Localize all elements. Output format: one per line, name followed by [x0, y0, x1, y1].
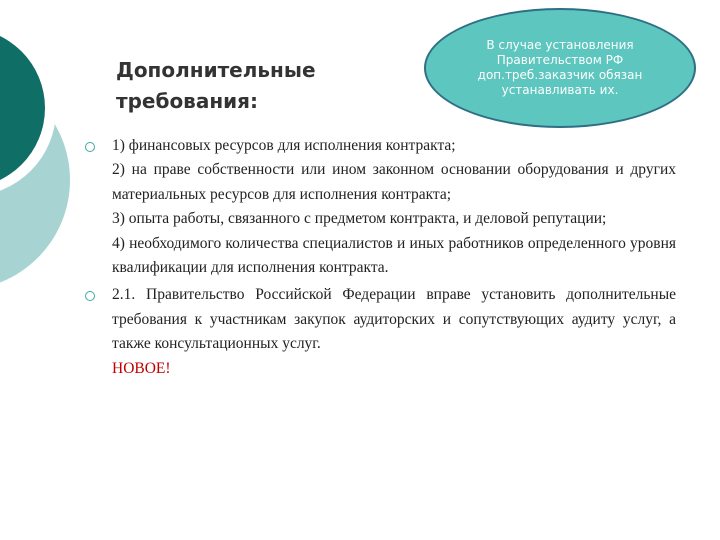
bullet-text	[112, 283, 676, 381]
list-item	[84, 283, 676, 381]
callout-bubble	[424, 8, 696, 128]
circle-bullet-icon	[85, 291, 95, 301]
new-tag: НОВОЕ!	[112, 359, 171, 377]
callout-text: В случае установления Правительством РФ доп.треб.заказчик обязан устанавливать их.	[477, 38, 643, 97]
circle-bullet-icon	[85, 142, 95, 152]
slide-title: Дополнительные требования:	[116, 58, 316, 113]
bullet-list	[84, 134, 676, 384]
bullet-text: 1) финансовых ресурсов для исполнения контракта; 2) на праве собственности или ином законном основании оборудования и других материальных ресурсов для исполнения контракта; 3) опыта работы, связанного с предметом контракта, и деловой репутации; 4) необходимого количества специалистов и иных работников определенного уровня квалификации для исполнения контракта.	[112, 137, 676, 277]
bullet-body: 2.1. Правительство Российской Федерации вправе установить дополнительные требования к участникам закупок аудиторских и сопутствующих аудиту услуг, а также консультационных услуг.	[112, 286, 676, 353]
list-item	[84, 134, 676, 280]
